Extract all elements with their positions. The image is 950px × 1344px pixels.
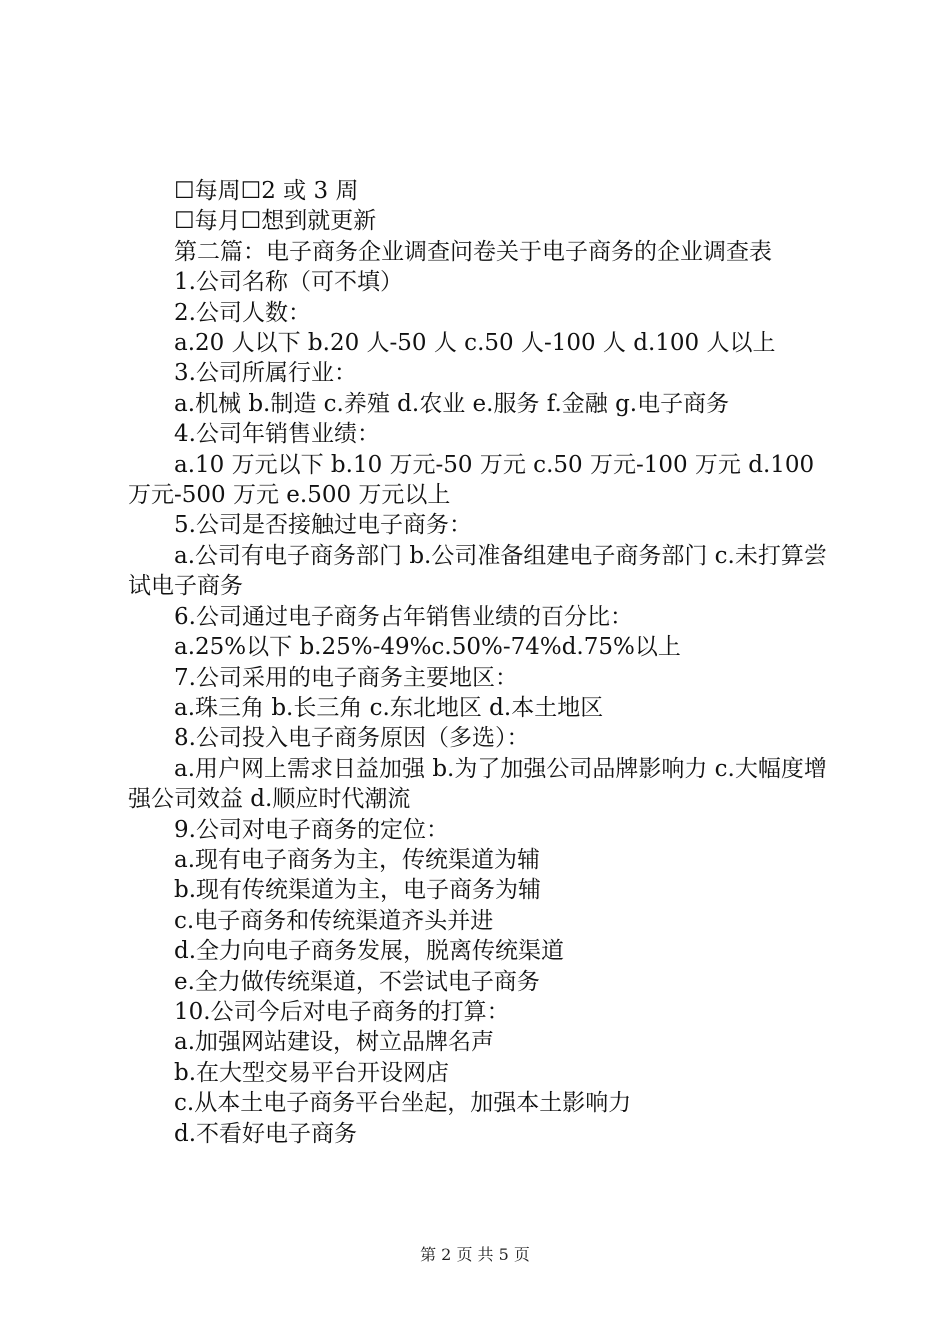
option-line: b.在大型交易平台开设网店 [174, 1059, 450, 1086]
option-line: a.现有电子商务为主，传统渠道为辅 [174, 846, 541, 873]
text-line: ☐每周☐2 或 3 周 [174, 178, 359, 204]
section-heading: 第二篇：电子商务企业调查问卷关于电子商务的企业调查表 [174, 238, 772, 265]
question-line: 2.公司人数： [174, 299, 311, 326]
option-line: d.不看好电子商务 [174, 1120, 358, 1147]
question-line: 6.公司通过电子商务占年销售业绩的百分比： [174, 603, 633, 630]
option-line: c.电子商务和传统渠道齐头并进 [174, 907, 494, 934]
options-line: a.珠三角 b.长三角 c.东北地区 d.本土地区 [174, 694, 604, 721]
question-line: 1.公司名称（可不填） [174, 269, 403, 296]
question-line: 4.公司年销售业绩： [174, 421, 380, 448]
document-body [128, 176, 832, 1149]
option-line: d.全力向电子商务发展，脱离传统渠道 [174, 938, 565, 965]
page-footer: 第 2 页 共 5 页 [420, 1245, 530, 1264]
option-line: e.全力做传统渠道，不尝试电子商务 [174, 968, 540, 995]
options-line: a.公司有电子商务部门 b.公司准备组建电子商务部门 c.未打算尝试电子商务 [128, 542, 827, 600]
question-line: 7.公司采用的电子商务主要地区： [174, 664, 518, 691]
question-line: 8.公司投入电子商务原因（多选）： [174, 725, 530, 752]
options-line: a.机械 b.制造 c.养殖 d.农业 e.服务 f.金融 g.电子商务 [174, 390, 730, 417]
option-line: c.从本土电子商务平台坐起，加强本土影响力 [174, 1090, 632, 1117]
question-line: 9.公司对电子商务的定位： [174, 816, 449, 843]
question-line: 10.公司今后对电子商务的打算： [174, 998, 510, 1025]
options-line: a.20 人以下 b.20 人-50 人 c.50 人-100 人 d.100 人以上 [174, 330, 776, 357]
question-line: 3.公司所属行业： [174, 360, 357, 387]
options-line: a.25%以下 b.25%-49%c.50%-74%d.75%以上 [174, 634, 681, 661]
question-line: 5.公司是否接触过电子商务： [174, 512, 472, 539]
options-line: a.10 万元以下 b.10 万元-50 万元 c.50 万元-100 万元 d.100 万元-500 万元 e.500 万元以上 [128, 451, 815, 509]
option-line: a.加强网站建设，树立品牌名声 [174, 1029, 495, 1056]
option-line: b.现有传统渠道为主，电子商务为辅 [174, 877, 542, 904]
text-line: ☐每月☐想到就更新 [174, 208, 377, 235]
options-line: a.用户网上需求日益加强 b.为了加强公司品牌影响力 c.大幅度增强公司效益 d.顺应时代潮流 [128, 755, 827, 813]
